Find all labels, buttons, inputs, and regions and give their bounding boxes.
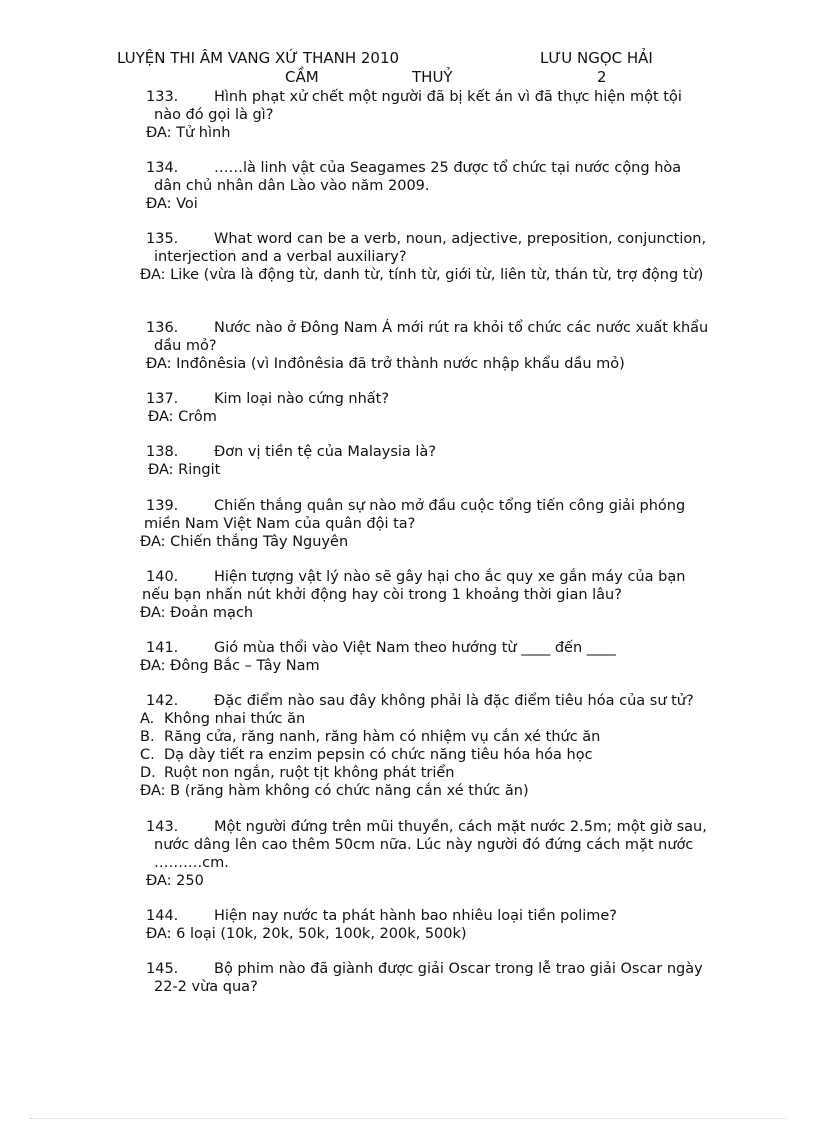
question-137 <box>146 390 740 408</box>
question-text: Một người đứng trên mũi thuyền, cách mặt nước 2.5m; một giờ sau, <box>214 819 707 835</box>
question-text: Nước nào ở Đông Nam Á mới rút ra khỏi tổ chức các nước xuất khẩu <box>214 320 709 336</box>
option-text: Răng cửa, răng nanh, răng hàm có nhiệm vụ cắn xé thức ăn <box>164 729 601 745</box>
question-text-continued-140: nếu bạn nhấn nút khởi động hay còi trong 1 khoảng thời gian lâu? <box>142 587 622 603</box>
question-number: 143. <box>146 819 179 835</box>
question-text: Đơn vị tiền tệ của Malaysia là? <box>214 444 437 460</box>
page-number: 2 <box>597 68 607 86</box>
question-text: Hình phạt xử chết một người đã bị kết án vì đã thực hiện một tội <box>214 89 682 105</box>
question-138 <box>146 443 740 461</box>
answer-139: ĐA: Chiến thắng Tây Nguyên <box>140 534 349 550</box>
question-number: 133. <box>146 89 179 105</box>
question-number: 135. <box>146 231 179 247</box>
question-text: Đặc điểm nào sau đây không phải là đặc điểm tiêu hóa của sư tử? <box>214 693 694 709</box>
option-letter: C. <box>140 747 155 763</box>
answer-142: ĐA: B (răng hàm không có chức năng cắn xé thức ăn) <box>140 783 529 799</box>
answer-144: ĐA: 6 loại (10k, 20k, 50k, 100k, 200k, 500k) <box>146 926 467 942</box>
question-134 <box>146 159 740 195</box>
question-text: Kim loại nào cứng nhất? <box>214 391 390 407</box>
question-144 <box>146 907 740 925</box>
option-text: Không nhai thức ăn <box>164 711 306 727</box>
question-text-continued: dân chủ nhân dân Lào vào năm 2009. <box>154 178 430 194</box>
question-text: ……là linh vật của Seagames 25 được tổ chức tại nước cộng hòa <box>214 160 682 176</box>
question-number: 141. <box>146 640 179 656</box>
question-number: 136. <box>146 320 179 336</box>
question-text-continued: 22-2 vừa qua? <box>154 979 258 995</box>
question-text: Hiện nay nước ta phát hành bao nhiêu loại tiền polime? <box>214 908 617 924</box>
question-number: 134. <box>146 160 179 176</box>
question-145 <box>146 960 740 996</box>
question-text: Bộ phim nào đã giành được giải Oscar trong lễ trao giải Oscar ngày <box>214 961 703 977</box>
header-name-thuy: THUỶ <box>412 68 453 86</box>
option-c <box>140 746 593 764</box>
question-text-continued: dầu mỏ? <box>154 338 217 354</box>
question-143 <box>146 818 740 872</box>
question-text-continued: nào đó gọi là gì? <box>154 107 274 123</box>
answer-138: ĐA: Ringit <box>148 462 221 478</box>
answer-140: ĐA: Đoản mạch <box>140 605 254 621</box>
question-136 <box>146 319 740 355</box>
answer-136: ĐA: Inđônêsia (vì Inđônêsia đã trở thành nước nhập khẩu dầu mỏ) <box>146 356 625 372</box>
option-text: Dạ dày tiết ra enzim pepsin có chức năng tiêu hóa hóa học <box>164 747 593 763</box>
question-text: Chiến thắng quân sự nào mở đầu cuộc tổng tiến công giải phóng <box>214 498 686 514</box>
question-text: Hiện tượng vật lý nào sẽ gây hại cho ắc quy xe gắn máy của bạn <box>214 569 686 585</box>
question-number: 139. <box>146 498 179 514</box>
footer-divider <box>30 1118 786 1119</box>
question-text-continued: interjection and a verbal auxiliary? <box>154 249 407 265</box>
answer-134: ĐA: Voi <box>146 196 198 212</box>
question-number: 145. <box>146 961 179 977</box>
option-d <box>140 764 454 782</box>
option-letter: B. <box>140 729 155 745</box>
answer-141: ĐA: Đông Bắc – Tây Nam <box>140 658 320 674</box>
option-text: Ruột non ngắn, ruột tịt không phát triển <box>164 765 455 781</box>
option-b <box>140 728 600 746</box>
answer-135: ĐA: Like (vừa là động từ, danh từ, tính từ, giới từ, liên từ, thán từ, trợ động từ) <box>140 267 704 283</box>
question-number: 138. <box>146 444 179 460</box>
question-text-continued: nước dâng lên cao thêm 50cm nữa. Lúc này người đó đứng cách mặt nước <box>154 837 694 853</box>
question-number: 140. <box>146 569 179 585</box>
answer-143: ĐA: 250 <box>146 873 204 889</box>
question-133 <box>146 88 740 124</box>
question-139 <box>146 497 740 515</box>
header-author: LƯU NGỌC HẢI <box>540 49 653 67</box>
answer-133: ĐA: Tử hình <box>146 125 231 141</box>
question-135 <box>146 230 740 266</box>
question-number: 144. <box>146 908 179 924</box>
question-text: What word can be a verb, noun, adjective, preposition, conjunction, <box>214 231 707 247</box>
question-number: 142. <box>146 693 179 709</box>
question-140 <box>146 568 740 586</box>
header-name-cam: CẦM <box>285 68 319 86</box>
option-a <box>140 710 305 728</box>
question-number: 137. <box>146 391 179 407</box>
question-text: Gió mùa thổi vào Việt Nam theo hướng từ ____ đến ____ <box>214 640 616 656</box>
option-letter: D. <box>140 765 156 781</box>
question-141 <box>146 639 740 657</box>
answer-137: ĐA: Crôm <box>148 409 217 425</box>
header-title: LUYỆN THI ÂM VANG XỨ THANH 2010 <box>117 49 400 67</box>
question-text-continued: ……….cm. <box>154 855 229 871</box>
option-letter: A. <box>140 711 155 727</box>
question-142 <box>146 692 740 710</box>
question-text-continued-139: miền Nam Việt Nam của quân đội ta? <box>144 516 416 532</box>
